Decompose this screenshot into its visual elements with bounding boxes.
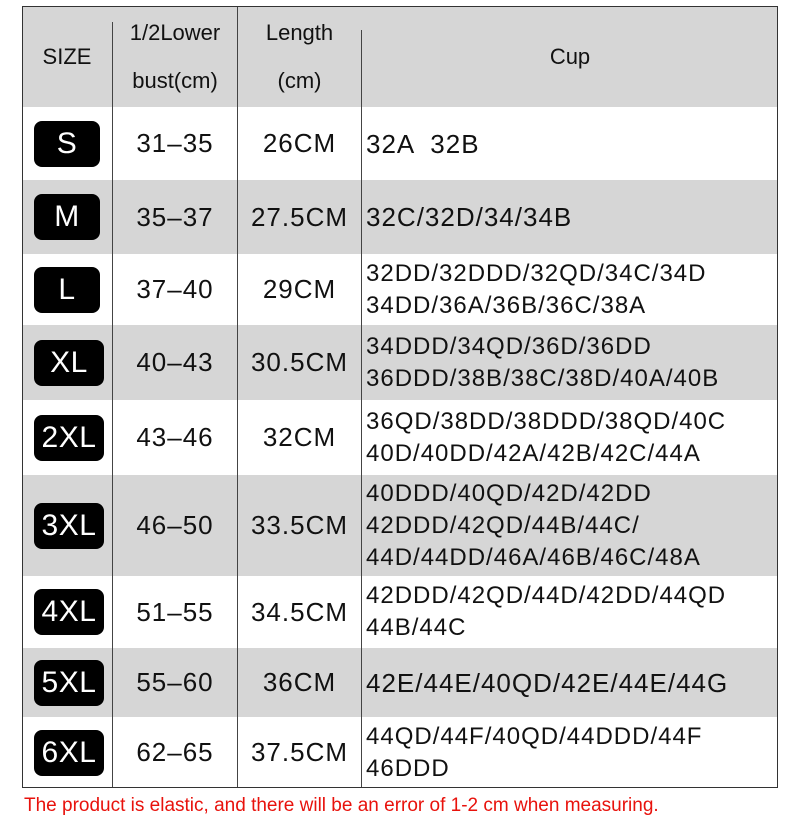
bust-value: 40–43: [136, 347, 214, 377]
header-length-line2: (cm): [277, 67, 322, 93]
bust-value: 55–60: [136, 667, 214, 697]
cup-line: 42DDD/42QD/44D/42DD/44QD: [366, 582, 727, 609]
length-value: 36CM: [262, 667, 337, 697]
length-value: 32CM: [262, 422, 337, 452]
cup-line: 44D/44DD/46A/46B/46C/48A: [366, 543, 701, 571]
length-value: 34.5CM: [250, 596, 349, 627]
cup-line: 36DDD/38B/38C/38D/40A/40B: [366, 364, 720, 392]
cup-line: 36QD/38DD/38DDD/38QD/40C: [366, 407, 727, 435]
bust-value: 35–37: [136, 201, 214, 232]
header-bust-line1: 1/2Lower: [129, 19, 221, 45]
cup-line: 40D/40DD/42A/42B/42C/44A: [366, 439, 701, 467]
cup-line: 46DDD: [366, 754, 450, 782]
header-size-label: SIZE: [42, 43, 92, 69]
header-length-line1: Length: [265, 19, 334, 45]
cup-line: 44QD/44F/40QD/44DDD/44F: [366, 722, 703, 750]
size-badge: 6XL: [34, 730, 104, 776]
size-badge: 5XL: [34, 660, 104, 706]
size-badge: 3XL: [34, 503, 104, 549]
size-badge: XL: [34, 340, 104, 386]
header-cup-label: Cup: [549, 43, 591, 69]
bust-value: 31–35: [136, 128, 214, 158]
size-badge: 4XL: [34, 589, 104, 635]
bust-value: 62–65: [136, 737, 214, 767]
bust-value: 43–46: [136, 422, 214, 452]
length-value: 33.5CM: [250, 510, 349, 540]
length-value: 27.5CM: [250, 201, 349, 232]
size-badge: S: [34, 121, 100, 167]
length-value: 37.5CM: [250, 737, 349, 767]
cup-line: 34DDD/34QD/36D/36DD: [366, 332, 652, 360]
size-badge: M: [34, 194, 100, 240]
cup-line: 44B/44C: [366, 614, 467, 641]
cup-line: 42E/44E/40QD/42E/44E/44G: [366, 667, 729, 698]
cup-line: 34DD/36A/36B/36C/38A: [366, 291, 647, 319]
bust-value: 46–50: [136, 510, 214, 540]
bust-value: 37–40: [136, 274, 214, 304]
size-badge: 2XL: [34, 415, 104, 461]
size-badge: L: [34, 267, 100, 313]
measurement-note: The product is elastic, and there will be an error of 1-2 cm when measuring.: [24, 795, 659, 816]
table-frame: [22, 6, 778, 788]
cup-line: 32A 32B: [366, 128, 480, 159]
header-bust-line2: bust(cm): [132, 67, 218, 93]
cup-line: 32DD/32DDD/32QD/34C/34D: [366, 259, 707, 287]
cup-line: 32C/32D/34/34B: [366, 202, 573, 232]
length-value: 29CM: [262, 274, 337, 304]
cup-line: 42DDD/42QD/44B/44C/: [366, 511, 640, 539]
length-value: 26CM: [262, 128, 337, 158]
length-value: 30.5CM: [250, 347, 349, 377]
bust-value: 51–55: [136, 596, 214, 627]
cup-line: 40DDD/40QD/42D/42DD: [366, 479, 652, 507]
